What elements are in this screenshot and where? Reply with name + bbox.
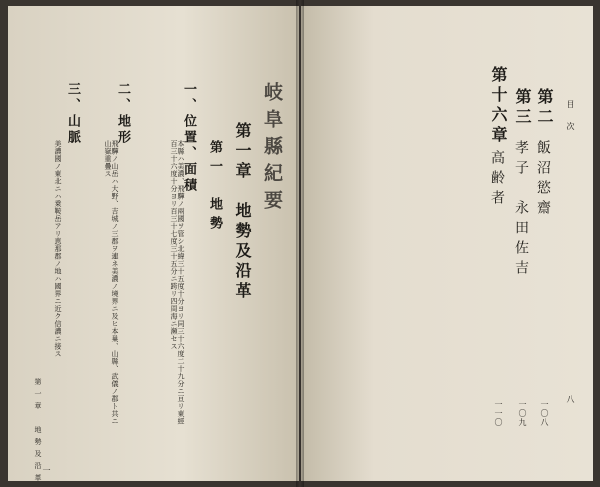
subsection-label-2: 二、地形 [115,82,130,146]
toc-entry-1-title: 飯沼慾齋 [535,140,551,220]
left-page [8,6,299,481]
left-page-number: 一 [42,466,51,475]
toc-entry-2-mark: 第三 [513,88,532,128]
right-page-number: 八 [566,395,575,404]
subsection-text-1: 本縣ハ美濃、飛驒ノ兩國ヲ管シ北緯三十五度十分ヨリ同三十六度二十九分ニ亘リ東經百三十六度十分ヨリ百三十七度三十五分ニ跨リ四周海ニ瀕セス [170,140,185,425]
subsection-text-2: 飛驒ノ山岳ハ大野、吉城ノ三郡ヲ連ネ美濃ノ境界ニ及ヒ本巢、山縣、武儀ノ郡ト共ニ山嶽重疊ス [104,140,119,425]
toc-entry-3-title: 高齢者 [489,150,505,210]
book-title: 岐阜縣紀要 [261,82,283,217]
subsection-text-3: 美濃國ノ東北ニハ乗鞍岳アリ恵那郡ノ地ハ國界ニ近ク信濃ニ接ス [54,140,62,358]
toc-entry-2-title: 孝子 永田佐吉 [513,140,529,280]
toc-entry-3-mark: 第十六章 [489,66,508,146]
toc-entry-3-page: 一一〇 [494,400,503,427]
toc-entry-1-mark: 第二 [535,88,554,128]
book-gutter [296,0,304,487]
toc-header: 目 次 [566,100,575,133]
chapter-heading: 第一章 地勢及沿革 [233,122,252,302]
left-page-footer: 第一章 地勢及沿革 [34,378,42,486]
toc-entry-1-page: 一〇八 [540,400,549,427]
toc-entry-2-page: 一〇九 [518,400,527,427]
subsection-label-3: 三、山脈 [65,82,80,146]
right-page [301,6,593,481]
subsection-label-1: 一、位置、面積 [181,82,196,194]
section-heading: 第一 地勢 [207,140,222,235]
